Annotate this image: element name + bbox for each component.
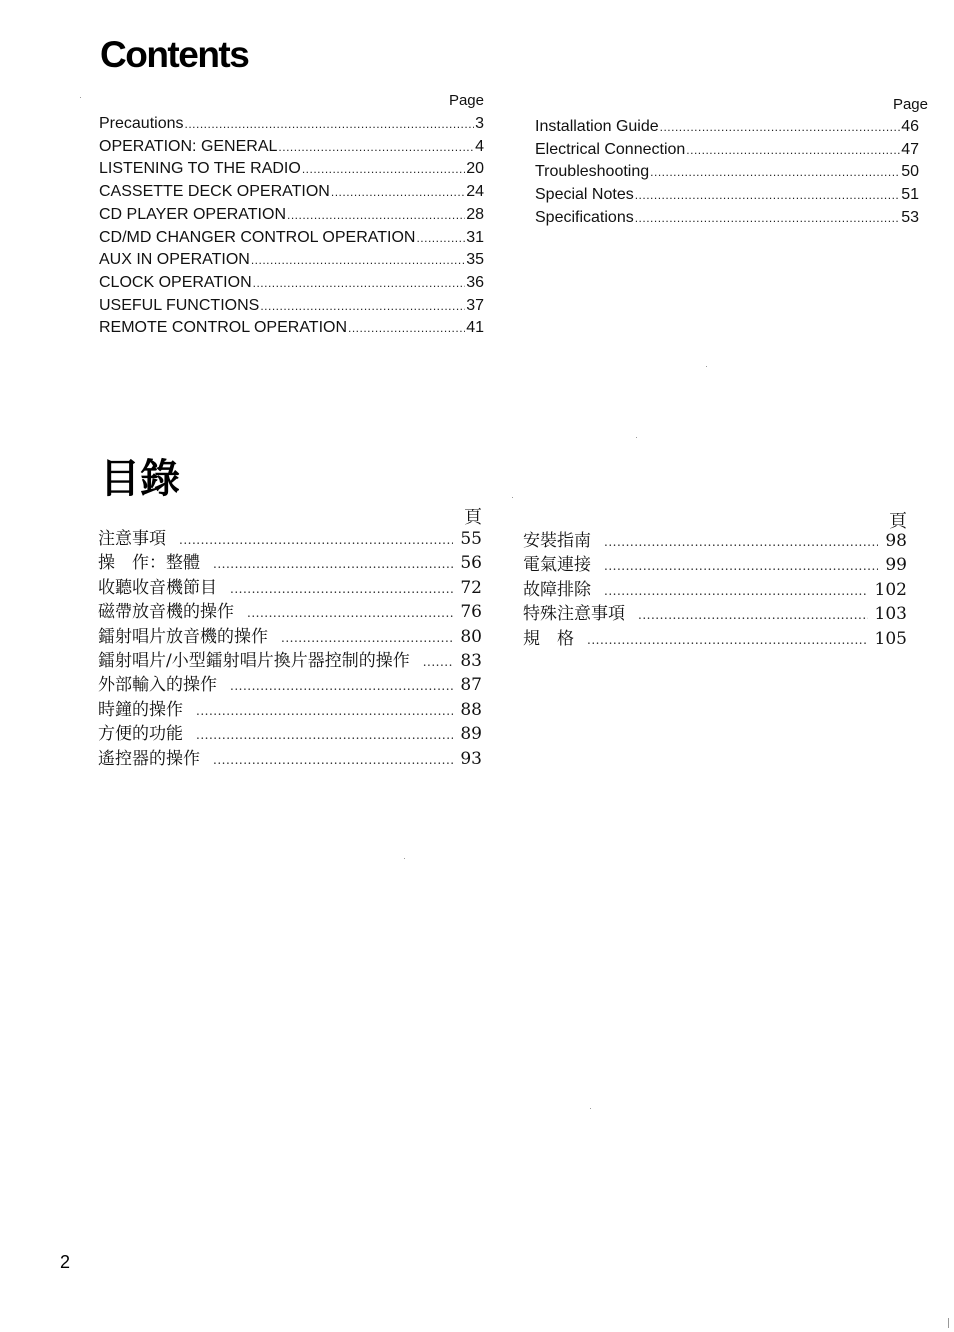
dot-leader: [196, 700, 453, 723]
toc-entry-label: 鐳射唱片放音機的操作: [98, 626, 268, 647]
dot-leader: [331, 182, 465, 204]
toc-entry-page: 80: [460, 626, 482, 647]
dot-leader: [635, 208, 900, 230]
toc-entry-page: 89: [460, 724, 482, 745]
page-column-header: 頁: [889, 511, 907, 532]
toc-entry-label: Special Notes: [535, 186, 634, 204]
toc-entry-label: Precautions: [99, 115, 184, 132]
toc-entry-page: 56: [460, 553, 482, 574]
toc-entry-page: 76: [460, 602, 482, 623]
toc-entry: [99, 113, 484, 136]
toc-entry-label: 特殊注意事項: [523, 604, 625, 625]
toc-entry-label: CD PLAYER OPERATION: [99, 205, 286, 223]
toc-entry-label: 注意事項: [98, 529, 166, 549]
toc-entry: [98, 552, 482, 576]
toc-entry: [99, 272, 484, 295]
dot-leader: [660, 117, 901, 139]
dot-leader: [230, 675, 453, 698]
dot-leader: [604, 555, 878, 578]
dot-leader: [587, 629, 868, 652]
toc-entry-label: 鐳射唱片/小型鐳射唱片換片器控制的操作: [98, 651, 410, 672]
scan-speck: [512, 497, 513, 498]
toc-entry-page: 105: [874, 628, 907, 649]
toc-entry-page: 35: [466, 251, 484, 269]
toc-entry: [98, 577, 482, 601]
toc-entry: [99, 158, 484, 181]
scan-speck: [404, 858, 405, 859]
toc-entry-label: Installation Guide: [535, 118, 659, 135]
toc-entry: [535, 184, 919, 207]
toc-entry-label: Specifications: [535, 208, 634, 226]
toc-entry: [535, 161, 919, 184]
dot-leader: [638, 604, 868, 627]
english-toc-right-column: [535, 96, 928, 236]
toc-entry-page: 98: [885, 531, 907, 551]
toc-entry-page: 41: [466, 319, 484, 337]
toc-entry-page: 31: [466, 228, 484, 246]
toc-entry-page: 50: [901, 163, 919, 181]
toc-entry-label: Troubleshooting: [535, 163, 650, 181]
toc-entry-page: 53: [901, 208, 919, 226]
dot-leader: [281, 627, 453, 650]
dot-leader: [423, 651, 454, 674]
toc-entry: [523, 628, 907, 652]
dot-leader: [416, 228, 465, 250]
toc-entry-page: 51: [901, 186, 919, 204]
toc-entry-page: 99: [885, 555, 907, 576]
toc-entry-page: 4: [475, 137, 484, 155]
toc-list: [535, 116, 919, 230]
toc-entry: [98, 674, 482, 698]
toc-entry-label: CD/MD CHANGER CONTROL OPERATION: [99, 228, 416, 246]
dot-leader: [253, 273, 466, 295]
toc-entry-label: 電氣連接: [523, 555, 591, 576]
toc-entry-page: 46: [901, 118, 919, 135]
toc-list: [99, 113, 484, 340]
scan-speck: [948, 1318, 949, 1328]
dot-leader: [260, 296, 465, 318]
toc-entry: [523, 603, 907, 627]
toc-entry: [99, 295, 484, 318]
toc-entry-page: 36: [466, 273, 484, 291]
page-number: 2: [60, 1252, 71, 1272]
page-column-header: 頁: [464, 507, 482, 528]
toc-entry-page: 83: [460, 651, 482, 672]
toc-entry-page: 87: [460, 675, 482, 696]
toc-entry-label: USEFUL FUNCTIONS: [99, 296, 260, 314]
dot-leader: [635, 185, 900, 207]
toc-entry-page: 88: [460, 699, 482, 720]
page-column-header: Page: [892, 96, 928, 113]
toc-entry: [535, 116, 919, 139]
dot-leader: [302, 159, 465, 181]
toc-entry: [99, 181, 484, 204]
dot-leader: [686, 140, 900, 162]
toc-entry-label: 故障排除: [523, 579, 591, 600]
toc-entry-page: 28: [466, 205, 484, 223]
toc-entry-page: 72: [460, 577, 482, 598]
toc-entry-label: Electrical Connection: [535, 140, 686, 158]
chinese-toc-left-column: [98, 503, 482, 768]
dot-leader: [196, 724, 453, 747]
dot-leader: [230, 578, 453, 601]
dot-leader: [251, 250, 465, 272]
toc-entry-page: 37: [466, 296, 484, 314]
toc-entry-label: 安裝指南: [523, 531, 591, 551]
toc-entry-page: 102: [874, 579, 907, 600]
toc-entry-page: 103: [874, 604, 907, 625]
toc-entry: [99, 317, 484, 340]
toc-entry: [535, 207, 919, 230]
toc-entry-label: 磁帶放音機的操作: [98, 602, 234, 623]
english-toc-left-column: [99, 92, 484, 337]
dot-leader: [213, 749, 453, 772]
toc-entry: [523, 530, 907, 554]
dot-leader: [348, 318, 465, 340]
toc-entry: [98, 748, 482, 772]
toc-list: [523, 530, 907, 652]
dot-leader: [287, 205, 465, 227]
dot-leader: [213, 553, 453, 576]
toc-entry-label: OPERATION: GENERAL: [99, 137, 278, 155]
toc-entry: [98, 626, 482, 650]
scan-speck: [590, 1108, 591, 1109]
toc-entry: [99, 249, 484, 272]
dot-leader: [604, 531, 878, 554]
toc-entry: [523, 554, 907, 578]
toc-entry-page: 20: [466, 160, 484, 178]
toc-entry-label: AUX IN OPERATION: [99, 251, 250, 269]
toc-entry-label: 操 作：整體: [98, 553, 200, 574]
toc-entry-label: 方便的功能: [98, 724, 183, 745]
toc-entry-label: 規 格: [523, 628, 574, 649]
toc-entry-label: CASSETTE DECK OPERATION: [99, 183, 330, 201]
toc-entry: [98, 699, 482, 723]
toc-entry-label: REMOTE CONTROL OPERATION: [99, 319, 348, 337]
dot-leader: [278, 137, 474, 159]
scan-speck: [636, 437, 637, 438]
toc-entry-label: LISTENING TO THE RADIO: [99, 160, 301, 178]
scan-speck: [80, 97, 81, 98]
toc-entry-label: 外部輸入的操作: [98, 675, 217, 696]
toc-entry-page: 3: [475, 115, 484, 132]
toc-entry-page: 93: [460, 748, 482, 769]
toc-entry: [99, 227, 484, 250]
dot-leader: [650, 162, 900, 184]
contents-title-chinese: 目錄: [100, 456, 180, 502]
toc-entry-label: CLOCK OPERATION: [99, 273, 252, 291]
scan-speck: [706, 366, 707, 367]
toc-entry-page: 24: [466, 183, 484, 201]
toc-entry: [98, 650, 482, 674]
chinese-toc-right-column: [523, 507, 907, 652]
toc-entry: [98, 723, 482, 747]
toc-entry: [98, 601, 482, 625]
toc-entry: [535, 139, 919, 162]
toc-entry-page: 47: [901, 140, 919, 158]
toc-entry: [99, 204, 484, 227]
dot-leader: [179, 529, 453, 552]
toc-entry-label: 遙控器的操作: [98, 748, 200, 769]
toc-entry: [523, 579, 907, 603]
toc-entry: [98, 528, 482, 552]
dot-leader: [185, 114, 475, 136]
toc-entry-label: 收聽收音機節目: [98, 577, 217, 598]
contents-title: Contents: [100, 34, 249, 75]
dot-leader: [247, 602, 453, 625]
dot-leader: [604, 580, 868, 603]
toc-list: [98, 528, 482, 772]
toc-entry: [99, 136, 484, 159]
page-column-header: Page: [448, 92, 484, 109]
toc-entry-page: 55: [460, 529, 482, 549]
toc-entry-label: 時鐘的操作: [98, 699, 183, 720]
